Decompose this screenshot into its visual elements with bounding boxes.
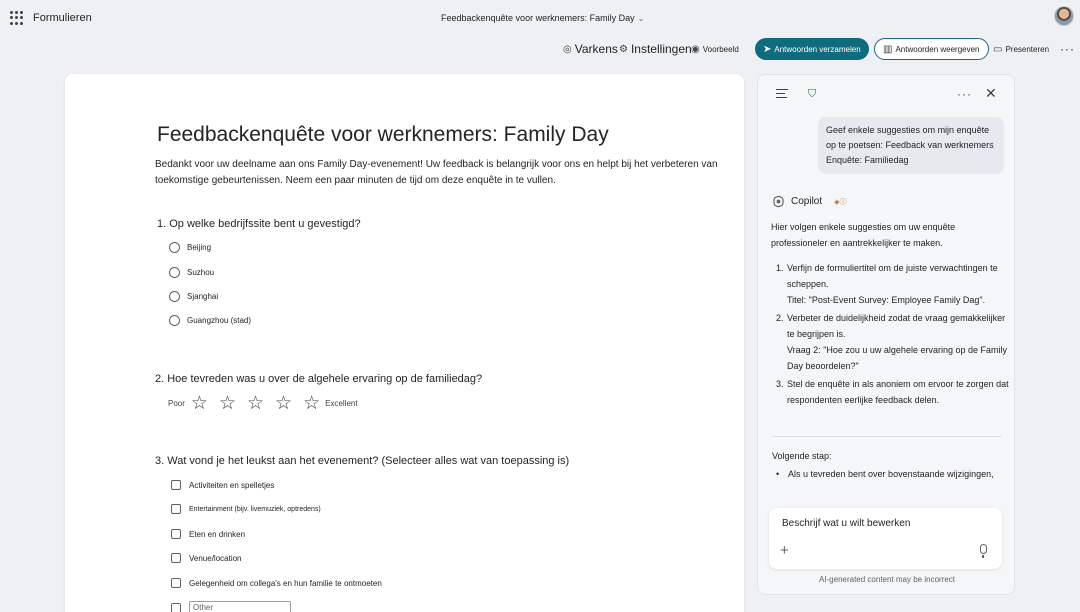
more-icon[interactable]: ··· <box>1060 42 1075 56</box>
star-rating[interactable] <box>168 394 358 413</box>
option-activities[interactable] <box>171 480 274 490</box>
suggestion-text: Verbeter de duidelijkheid zodat de vraag gemakkelijker te begrijpen is. <box>787 313 1006 339</box>
radio-button[interactable] <box>169 291 180 302</box>
theme-label: Varkens <box>574 42 618 56</box>
eye-icon: ◉ <box>691 43 700 55</box>
form-title[interactable]: Feedbackenquête voor werknemers: Family Day <box>157 123 609 146</box>
suggestion-list <box>772 260 1012 410</box>
option-label: Guangzhou (stad) <box>187 316 252 325</box>
question-1[interactable]: 1. Op welke bedrijfssite bent u gevestigd? <box>157 218 361 230</box>
prompt-input[interactable]: Beschrijf wat u wilt bewerken <box>782 518 911 529</box>
radio-button[interactable] <box>169 242 180 253</box>
chevron-down-icon: ⌄ <box>637 14 645 23</box>
option-label: Sjanghai <box>187 292 219 301</box>
close-icon[interactable]: ✕ <box>985 85 997 101</box>
radio-button[interactable] <box>169 315 180 326</box>
option-beijing[interactable] <box>169 242 211 253</box>
rating-low-label: Poor <box>168 399 185 408</box>
view-responses-label: Antwoorden weergeven <box>895 44 980 54</box>
option-sjanghai[interactable] <box>169 291 218 302</box>
palette-icon: ◎ <box>563 43 572 55</box>
star-icon[interactable]: ☆ <box>218 393 236 414</box>
divider <box>772 436 1002 437</box>
star-icon[interactable]: ☆ <box>247 393 265 414</box>
app-name[interactable]: Formulieren <box>33 12 92 24</box>
document-title[interactable] <box>441 13 644 23</box>
option-label: Activiteiten en spelletjes <box>189 480 275 490</box>
preview-label: Voorbeeld <box>702 44 739 54</box>
ai-disclaimer: AI-generated content may be incorrect <box>818 575 956 584</box>
copilot-label <box>772 195 847 208</box>
option-label: Venue/location <box>189 553 242 563</box>
plus-icon[interactable]: + <box>780 542 789 559</box>
option-label: Beijing <box>187 243 212 252</box>
copilot-icon <box>772 195 785 208</box>
option-label: Eten en drinken <box>189 529 246 539</box>
mic-icon[interactable] <box>980 544 987 554</box>
send-icon: ➤ <box>763 43 772 55</box>
collect-responses-label: Antwoorden verzamelen <box>774 44 861 54</box>
bullet-icon: • <box>776 469 780 479</box>
gear-icon: ⚙ <box>619 43 628 55</box>
view-responses-button[interactable] <box>874 38 989 60</box>
radio-button[interactable] <box>169 267 180 278</box>
shield-icon[interactable]: ⛉ <box>808 88 817 100</box>
suggestion-item <box>772 310 1012 374</box>
option-food[interactable] <box>171 529 245 539</box>
suggestion-detail: Vraag 2: "Hoe zou u uw algehele ervaring op de Family Day beoordelen?" <box>787 345 1007 371</box>
avatar[interactable] <box>1054 6 1074 26</box>
chart-icon: ▥ <box>883 43 893 55</box>
copilot-header <box>758 75 1015 111</box>
option-label: Gelegenheid om collega's en hun familie te ontmoeten <box>189 578 382 588</box>
scroll-fade <box>758 479 1015 493</box>
present-icon: ▭ <box>993 43 1003 55</box>
star-icon[interactable]: ☆ <box>275 393 293 414</box>
checkbox[interactable] <box>171 504 181 514</box>
checkbox[interactable] <box>171 480 181 490</box>
present-label: Presenteren <box>1005 44 1050 54</box>
menu-icon[interactable] <box>776 89 788 101</box>
rating-high-label: Excellent <box>325 399 358 408</box>
option-label: Suzhou <box>187 268 215 277</box>
user-message: Geef enkele suggesties om mijn enquête op te poetsen: Feedback van werknemers Enquête: Familiedag <box>818 117 1004 174</box>
form-description[interactable]: Bedankt voor uw deelname aan ons Family Day-evenement! Uw feedback is belangrijk voor ons en helpt bij het verbeteren van toekomstige gebeurtenissen. Neem een paar minuten de tijd om deze enquête in te vullen. <box>155 159 718 186</box>
collect-responses-button[interactable] <box>755 38 869 60</box>
next-step-text: Als u tevreden bent over bovenstaande wijzigingen, <box>788 469 994 479</box>
copilot-name: Copilot <box>791 196 823 207</box>
star-icon[interactable]: ☆ <box>190 393 208 414</box>
form-card <box>65 74 744 612</box>
option-guangzhou[interactable] <box>169 315 251 326</box>
option-venue[interactable] <box>171 553 242 563</box>
option-label: Entertainment (bijv. livemuziek, optredens) <box>189 505 321 513</box>
suggestion-number: 1. <box>776 263 784 273</box>
copilot-intro: Hier volgen enkele suggesties om uw enquête professioneler en aantrekkelijker te maken. <box>771 222 956 248</box>
suggestion-number: 2. <box>776 313 784 323</box>
copilot-panel <box>757 74 1015 595</box>
checkbox[interactable] <box>171 603 181 612</box>
question-3[interactable]: 3. Wat vond je het leukst aan het evenement? (Selecteer alles wat van toepassing is) <box>155 455 570 467</box>
question-2[interactable]: 2. Hoe tevreden was u over de algehele ervaring op de familiedag? <box>155 373 483 385</box>
option-suzhou[interactable] <box>169 267 214 278</box>
next-step-label: Volgende stap: <box>772 451 832 461</box>
checkbox[interactable] <box>171 529 181 539</box>
option-colleagues[interactable] <box>171 578 382 588</box>
present-button[interactable] <box>993 38 1049 60</box>
suggestion-item <box>772 376 1012 408</box>
checkbox[interactable] <box>171 578 181 588</box>
theme-button[interactable] <box>563 38 618 60</box>
document-title-text: Feedbackenquête voor werknemers: Family Day <box>441 13 635 23</box>
suggestion-text: Stel de enquête in als anoniem om ervoor te zorgen dat respondenten eerlijke feedback delen. <box>787 379 1009 405</box>
option-entertainment[interactable] <box>171 504 321 514</box>
suggestion-detail: Titel: "Post-Event Survey: Employee Family Dag". <box>787 295 986 305</box>
badge-icon: ◈ⓘ <box>834 198 847 206</box>
suggestion-text: Verfijn de formuliertitel om de juiste verwachtingen te scheppen. <box>787 263 998 289</box>
other-input[interactable]: Other <box>189 601 291 612</box>
preview-button[interactable] <box>691 38 739 60</box>
settings-button[interactable] <box>619 38 692 60</box>
waffle-icon[interactable] <box>10 11 24 25</box>
suggestion-number: 3. <box>776 379 784 389</box>
checkbox[interactable] <box>171 553 181 563</box>
settings-label: Instellingen <box>630 42 692 56</box>
star-icon[interactable]: ☆ <box>303 393 321 414</box>
suggestion-item <box>772 260 1012 308</box>
more-icon[interactable]: ··· <box>957 87 972 101</box>
prompt-composer[interactable] <box>769 508 1002 569</box>
command-bar <box>0 38 1080 62</box>
top-bar <box>0 0 1080 36</box>
option-other[interactable] <box>171 601 291 612</box>
